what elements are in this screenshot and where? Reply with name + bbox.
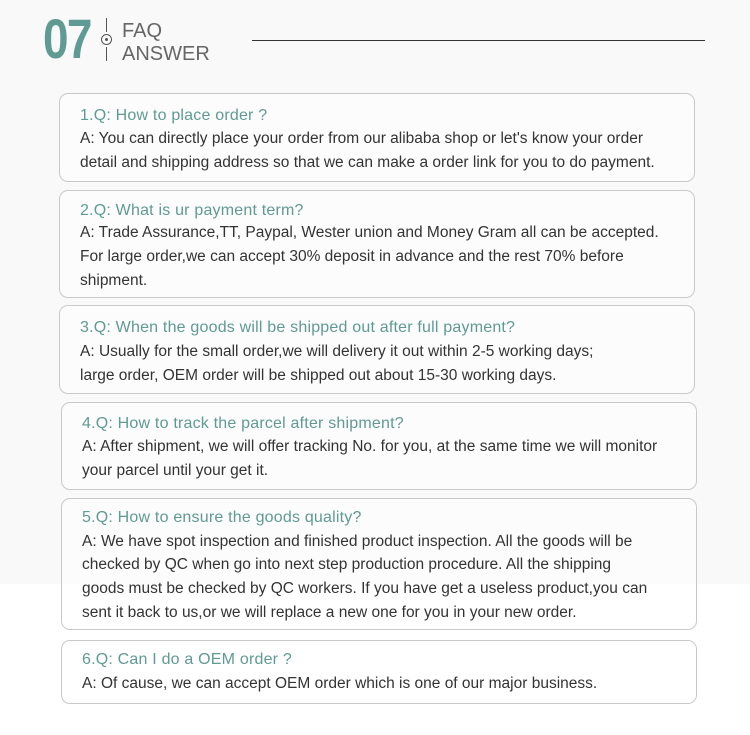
faq-answer-line: A: Usually for the small order,we will delivery it out within 2-5 working days; <box>80 343 594 360</box>
faq-answer-line: A: You can directly place your order from our alibaba shop or let's know your order <box>80 130 643 147</box>
faq-card-4 <box>61 402 697 490</box>
header-rule <box>252 40 705 41</box>
faq-question: 1.Q: How to place order ? <box>80 107 268 124</box>
faq-answer-line: sent it back to us,or we will replace a new one for you in your new order. <box>82 604 577 621</box>
faq-answer-line: A: Of cause, we can accept OEM order which is one of our major business. <box>82 675 598 692</box>
faq-card-3 <box>59 305 695 394</box>
faq-question: 3.Q: When the goods will be shipped out after full payment? <box>80 319 516 336</box>
faq-answer-line: shipment. <box>80 272 148 289</box>
faq-answer-line: large order, OEM order will be shipped out about 15-30 working days. <box>80 367 557 384</box>
faq-question: 2.Q: What is ur payment term? <box>80 202 304 219</box>
section-number: 07 <box>43 7 91 70</box>
faq-answer-line: A: We have spot inspection and finished product inspection. All the goods will be <box>82 533 633 550</box>
divider-line-top <box>106 18 107 32</box>
faq-answer-line: your parcel until your get it. <box>82 462 269 479</box>
faq-card-5 <box>61 498 697 630</box>
faq-answer-line: detail and shipping address so that we can make a order link for you to do payment. <box>80 154 655 171</box>
faq-answer-line: goods must be checked by QC workers. If you have get a useless product,you can <box>82 580 648 597</box>
divider-line-bottom <box>106 47 107 61</box>
faq-answer-line: A: Trade Assurance,TT, Paypal, Wester union and Money Gram all can be accepted. <box>80 224 659 241</box>
faq-question: 6.Q: Can I do a OEM order ? <box>82 651 292 668</box>
faq-card-1 <box>59 93 695 182</box>
faq-card-6 <box>61 640 697 704</box>
header-title-line1: FAQ <box>122 20 163 42</box>
faq-answer-line: A: After shipment, we will offer tracking No. for you, at the same time we will monitor <box>82 438 658 455</box>
faq-answer-line: checked by QC when go into next step production procedure. All the shipping <box>82 556 612 573</box>
faq-question: 4.Q: How to track the parcel after shipment? <box>82 415 404 432</box>
faq-card-2 <box>59 190 695 298</box>
target-icon <box>101 34 112 45</box>
header-title-line2: ANSWER <box>122 43 210 65</box>
faq-answer-line: For large order,we can accept 30% deposit in advance and the rest 70% before <box>80 248 624 265</box>
faq-question: 5.Q: How to ensure the goods quality? <box>82 509 362 526</box>
